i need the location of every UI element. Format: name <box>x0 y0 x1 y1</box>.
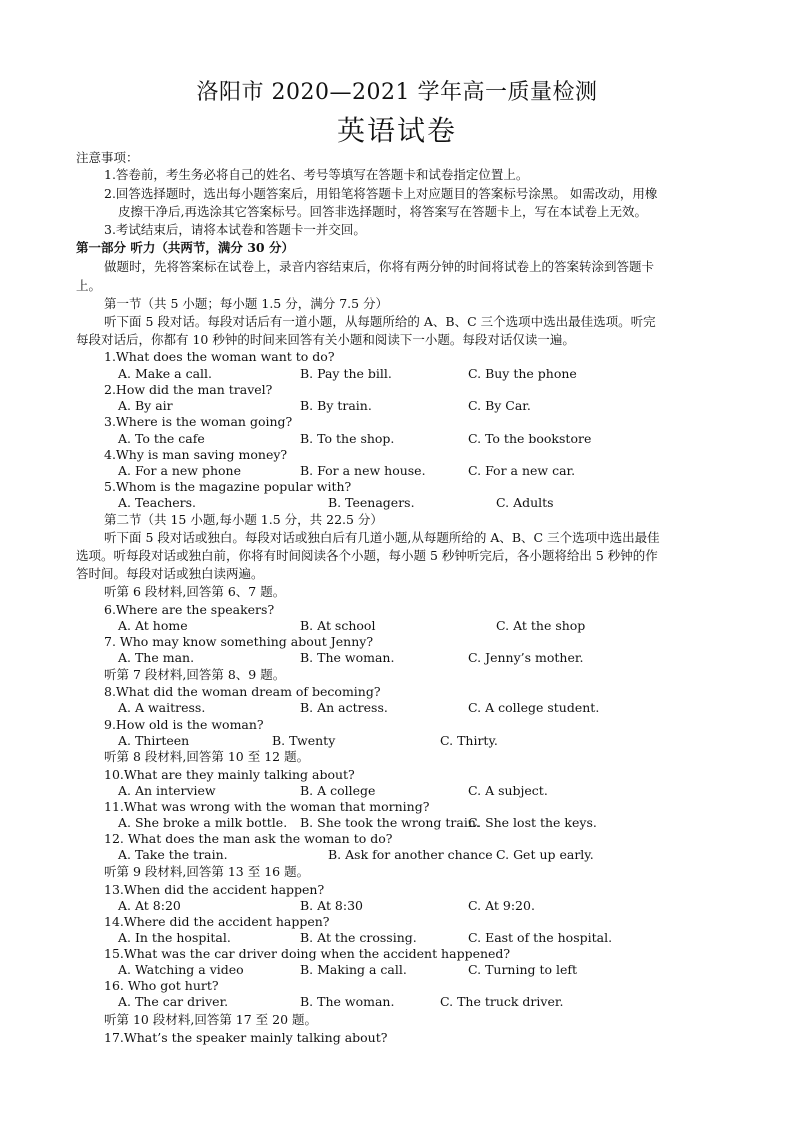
question-options-line <box>0 495 794 511</box>
option-c: C. She lost the keys. <box>468 815 597 830</box>
question-options-line <box>0 783 794 799</box>
question-stem-line <box>0 978 794 994</box>
option-c: C. East of the hospital. <box>468 930 613 945</box>
option-c: C. At the shop <box>496 618 586 633</box>
option-c: C. Adults <box>496 495 554 510</box>
question-options-line <box>0 815 794 831</box>
question-stem: 14.Where did the accident happen? <box>104 914 330 929</box>
material-instruction-line <box>0 667 794 683</box>
option-c: C. To the bookstore <box>468 431 592 446</box>
option-c: C. Buy the phone <box>468 366 577 381</box>
question-stem-line <box>0 414 794 430</box>
option-c: C. At 9:20. <box>468 898 535 913</box>
material-instruction-line <box>0 749 794 765</box>
option-b: B. She took the wrong train. <box>300 815 480 830</box>
notice-item-2-cont <box>0 204 794 220</box>
option-b: B. At the crossing. <box>300 930 417 945</box>
notice-text: 1.答卷前，考生务必将自己的姓名、考号等填写在答题卡和试卷指定位置上。 <box>104 167 529 182</box>
option-c: C. Thirty. <box>440 733 498 748</box>
option-a: A. Watching a video <box>118 962 244 977</box>
question-stem: 12. What does the man ask the woman to do? <box>104 831 393 846</box>
exam-subtitle: 英语试卷 <box>336 114 457 147</box>
question-stem: 2.How did the man travel? <box>104 382 273 397</box>
part1-intro-line <box>0 259 794 275</box>
question-options-line <box>0 618 794 634</box>
option-c: C. Jenny’s mother. <box>468 650 584 665</box>
question-options-line <box>0 650 794 666</box>
question-stem: 9.How old is the woman? <box>104 717 264 732</box>
notice-item-2 <box>0 186 794 202</box>
question-stem: 8.What did the woman dream of becoming? <box>104 684 381 699</box>
material-instruction: 听第 10 段材料,回答第 17 至 20 题。 <box>104 1012 318 1027</box>
option-a: A. At 8:20 <box>118 898 181 913</box>
option-c: C. For a new car. <box>468 463 576 478</box>
question-stem-line <box>0 479 794 495</box>
question-stem-line <box>0 914 794 930</box>
material-instruction-line <box>0 584 794 600</box>
question-options-line <box>0 366 794 382</box>
option-a: A. Take the train. <box>118 847 228 862</box>
option-a: A. Teachers. <box>118 495 197 510</box>
option-b: B. The woman. <box>300 994 395 1009</box>
notice-item-3 <box>0 222 794 238</box>
question-stem-line <box>0 882 794 898</box>
option-c: C. A subject. <box>468 783 548 798</box>
question-options-line <box>0 847 794 863</box>
question-stem: 17.What’s the speaker mainly talking about? <box>104 1030 388 1045</box>
material-instruction-line <box>0 1012 794 1028</box>
part1-intro-line <box>0 278 794 294</box>
option-c: C. By Car. <box>468 398 531 413</box>
part1-intro: 上。 <box>76 278 102 293</box>
option-b: B. By train. <box>300 398 372 413</box>
option-b: B. To the shop. <box>300 431 395 446</box>
option-c: C. Get up early. <box>496 847 594 862</box>
question-options-line <box>0 962 794 978</box>
material-instruction: 听第 8 段材料,回答第 10 至 12 题。 <box>104 749 310 764</box>
notice-text: 3.考试结束后，请将本试卷和答题卡一并交回。 <box>104 222 366 237</box>
option-b: B. An actress. <box>300 700 388 715</box>
section2-instr-line <box>0 530 794 546</box>
part1-heading-line <box>0 240 794 256</box>
question-stem: 1.What does the woman want to do? <box>104 349 335 364</box>
question-stem-line <box>0 717 794 733</box>
option-b: B. Making a call. <box>300 962 407 977</box>
question-stem: 6.Where are the speakers? <box>104 602 275 617</box>
question-stem-line <box>0 634 794 650</box>
section1-instr: 听下面 5 段对话。每段对话后有一道小题，从每题所给的 A、B、C 三个选项中选出最佳选项。听完 <box>104 314 656 329</box>
option-b: B. At school <box>300 618 376 633</box>
notice-heading: 注意事项： <box>76 150 139 165</box>
question-stem: 5.Whom is the magazine popular with? <box>104 479 352 494</box>
option-a: A. In the hospital. <box>118 930 231 945</box>
material-instruction: 听第 7 段材料,回答第 8、9 题。 <box>104 667 286 682</box>
question-stem: 4.Why is man saving money? <box>104 447 288 462</box>
question-stem-line <box>0 684 794 700</box>
question-options-line <box>0 930 794 946</box>
question-stem: 13.When did the accident happen? <box>104 882 325 897</box>
option-c: C. Turning to left <box>468 962 578 977</box>
section1-instr-line <box>0 332 794 348</box>
section1-heading: 第一节（共 5 小题；每小题 1.5 分，满分 7.5 分） <box>104 296 389 311</box>
option-a: A. Thirteen <box>118 733 190 748</box>
question-stem-line <box>0 349 794 365</box>
part1-heading: 第一部分 听力（共两节，满分 30 分） <box>76 240 294 255</box>
option-b: B. A college <box>300 783 376 798</box>
question-options-line <box>0 463 794 479</box>
material-instruction: 听第 6 段材料,回答第 6、7 题。 <box>104 584 286 599</box>
notice-text: 2.回答选择题时，选出每小题答案后，用铅笔将答题卡上对应题目的答案标号涂黑。 如需改动，用橡 <box>104 186 658 201</box>
option-a: A. By air <box>118 398 173 413</box>
option-b: B. Pay the bill. <box>300 366 392 381</box>
question-stem: 3.Where is the woman going? <box>104 414 293 429</box>
material-instruction-line <box>0 864 794 880</box>
option-b: B. For a new house. <box>300 463 426 478</box>
option-b: B. At 8:30 <box>300 898 364 913</box>
section1-heading-line <box>0 296 794 312</box>
option-a: A. Make a call. <box>118 366 213 381</box>
option-c: C. The truck driver. <box>440 994 564 1009</box>
section2-instr: 答时间。每段对话或独白读两遍。 <box>76 566 264 581</box>
option-b: B. The woman. <box>300 650 395 665</box>
question-stem-line <box>0 1030 794 1046</box>
option-b: B. Twenty <box>272 733 336 748</box>
question-stem-line <box>0 767 794 783</box>
question-stem: 7. Who may know something about Jenny? <box>104 634 374 649</box>
section2-instr: 选项。听每段对话或独白前，你将有时间阅读各个小题，每小题 5 秒钟听完后，各小题将给出 5 秒钟的作 <box>76 548 658 563</box>
question-options-line <box>0 431 794 447</box>
option-a: A. An interview <box>118 783 216 798</box>
notice-text: 皮擦干净后,再选涂其它答案标号。回答非选择题时，将答案写在答题卡上，写在本试卷上无效。 <box>118 204 647 219</box>
question-options-line <box>0 994 794 1010</box>
section2-instr-line <box>0 548 794 564</box>
question-options-line <box>0 733 794 749</box>
question-options-line <box>0 398 794 414</box>
section2-heading: 第二节（共 15 小题,每小题 1.5 分，共 22.5 分） <box>104 512 383 527</box>
section1-instr: 每段对话后，你都有 10 秒钟的时间来回答有关小题和阅读下一小题。每段对话仅读一遍。 <box>76 332 575 347</box>
section2-instr: 听下面 5 段对话或独白。每段对话或独白后有几道小题,从每题所给的 A、B、C 三个选项中选出最佳 <box>104 530 660 545</box>
section2-instr-line <box>0 566 794 582</box>
question-stem: 11.What was wrong with the woman that morning? <box>104 799 430 814</box>
option-a: A. A waitress. <box>118 700 206 715</box>
notice-item-1 <box>0 167 794 183</box>
option-b: B. Teenagers. <box>328 495 415 510</box>
notice-heading-line <box>0 150 794 166</box>
material-instruction: 听第 9 段材料,回答第 13 至 16 题。 <box>104 864 310 879</box>
option-a: A. For a new phone <box>118 463 242 478</box>
question-stem-line <box>0 447 794 463</box>
option-a: A. The man. <box>118 650 195 665</box>
option-a: A. To the cafe <box>118 431 205 446</box>
section2-heading-line <box>0 512 794 528</box>
question-options-line <box>0 898 794 914</box>
question-stem-line <box>0 602 794 618</box>
option-a: A. She broke a milk bottle. <box>118 815 288 830</box>
question-options-line <box>0 700 794 716</box>
option-c: C. A college student. <box>468 700 600 715</box>
exam-title: 洛阳市 2020—2021 学年高一质量检测 <box>196 80 598 105</box>
option-a: A. The car driver. <box>118 994 229 1009</box>
question-stem-line <box>0 946 794 962</box>
question-stem: 16. Who got hurt? <box>104 978 219 993</box>
question-stem-line <box>0 831 794 847</box>
part1-intro: 做题时，先将答案标在试卷上，录音内容结束后，你将有两分钟的时间将试卷上的答案转涂到答题卡 <box>104 259 655 274</box>
question-stem-line <box>0 382 794 398</box>
question-stem: 15.What was the car driver doing when the accident happened? <box>104 946 511 961</box>
option-b: B. Ask for another chance <box>328 847 493 862</box>
question-stem-line <box>0 799 794 815</box>
question-stem: 10.What are they mainly talking about? <box>104 767 355 782</box>
option-a: A. At home <box>118 618 188 633</box>
section1-instr-line <box>0 314 794 330</box>
